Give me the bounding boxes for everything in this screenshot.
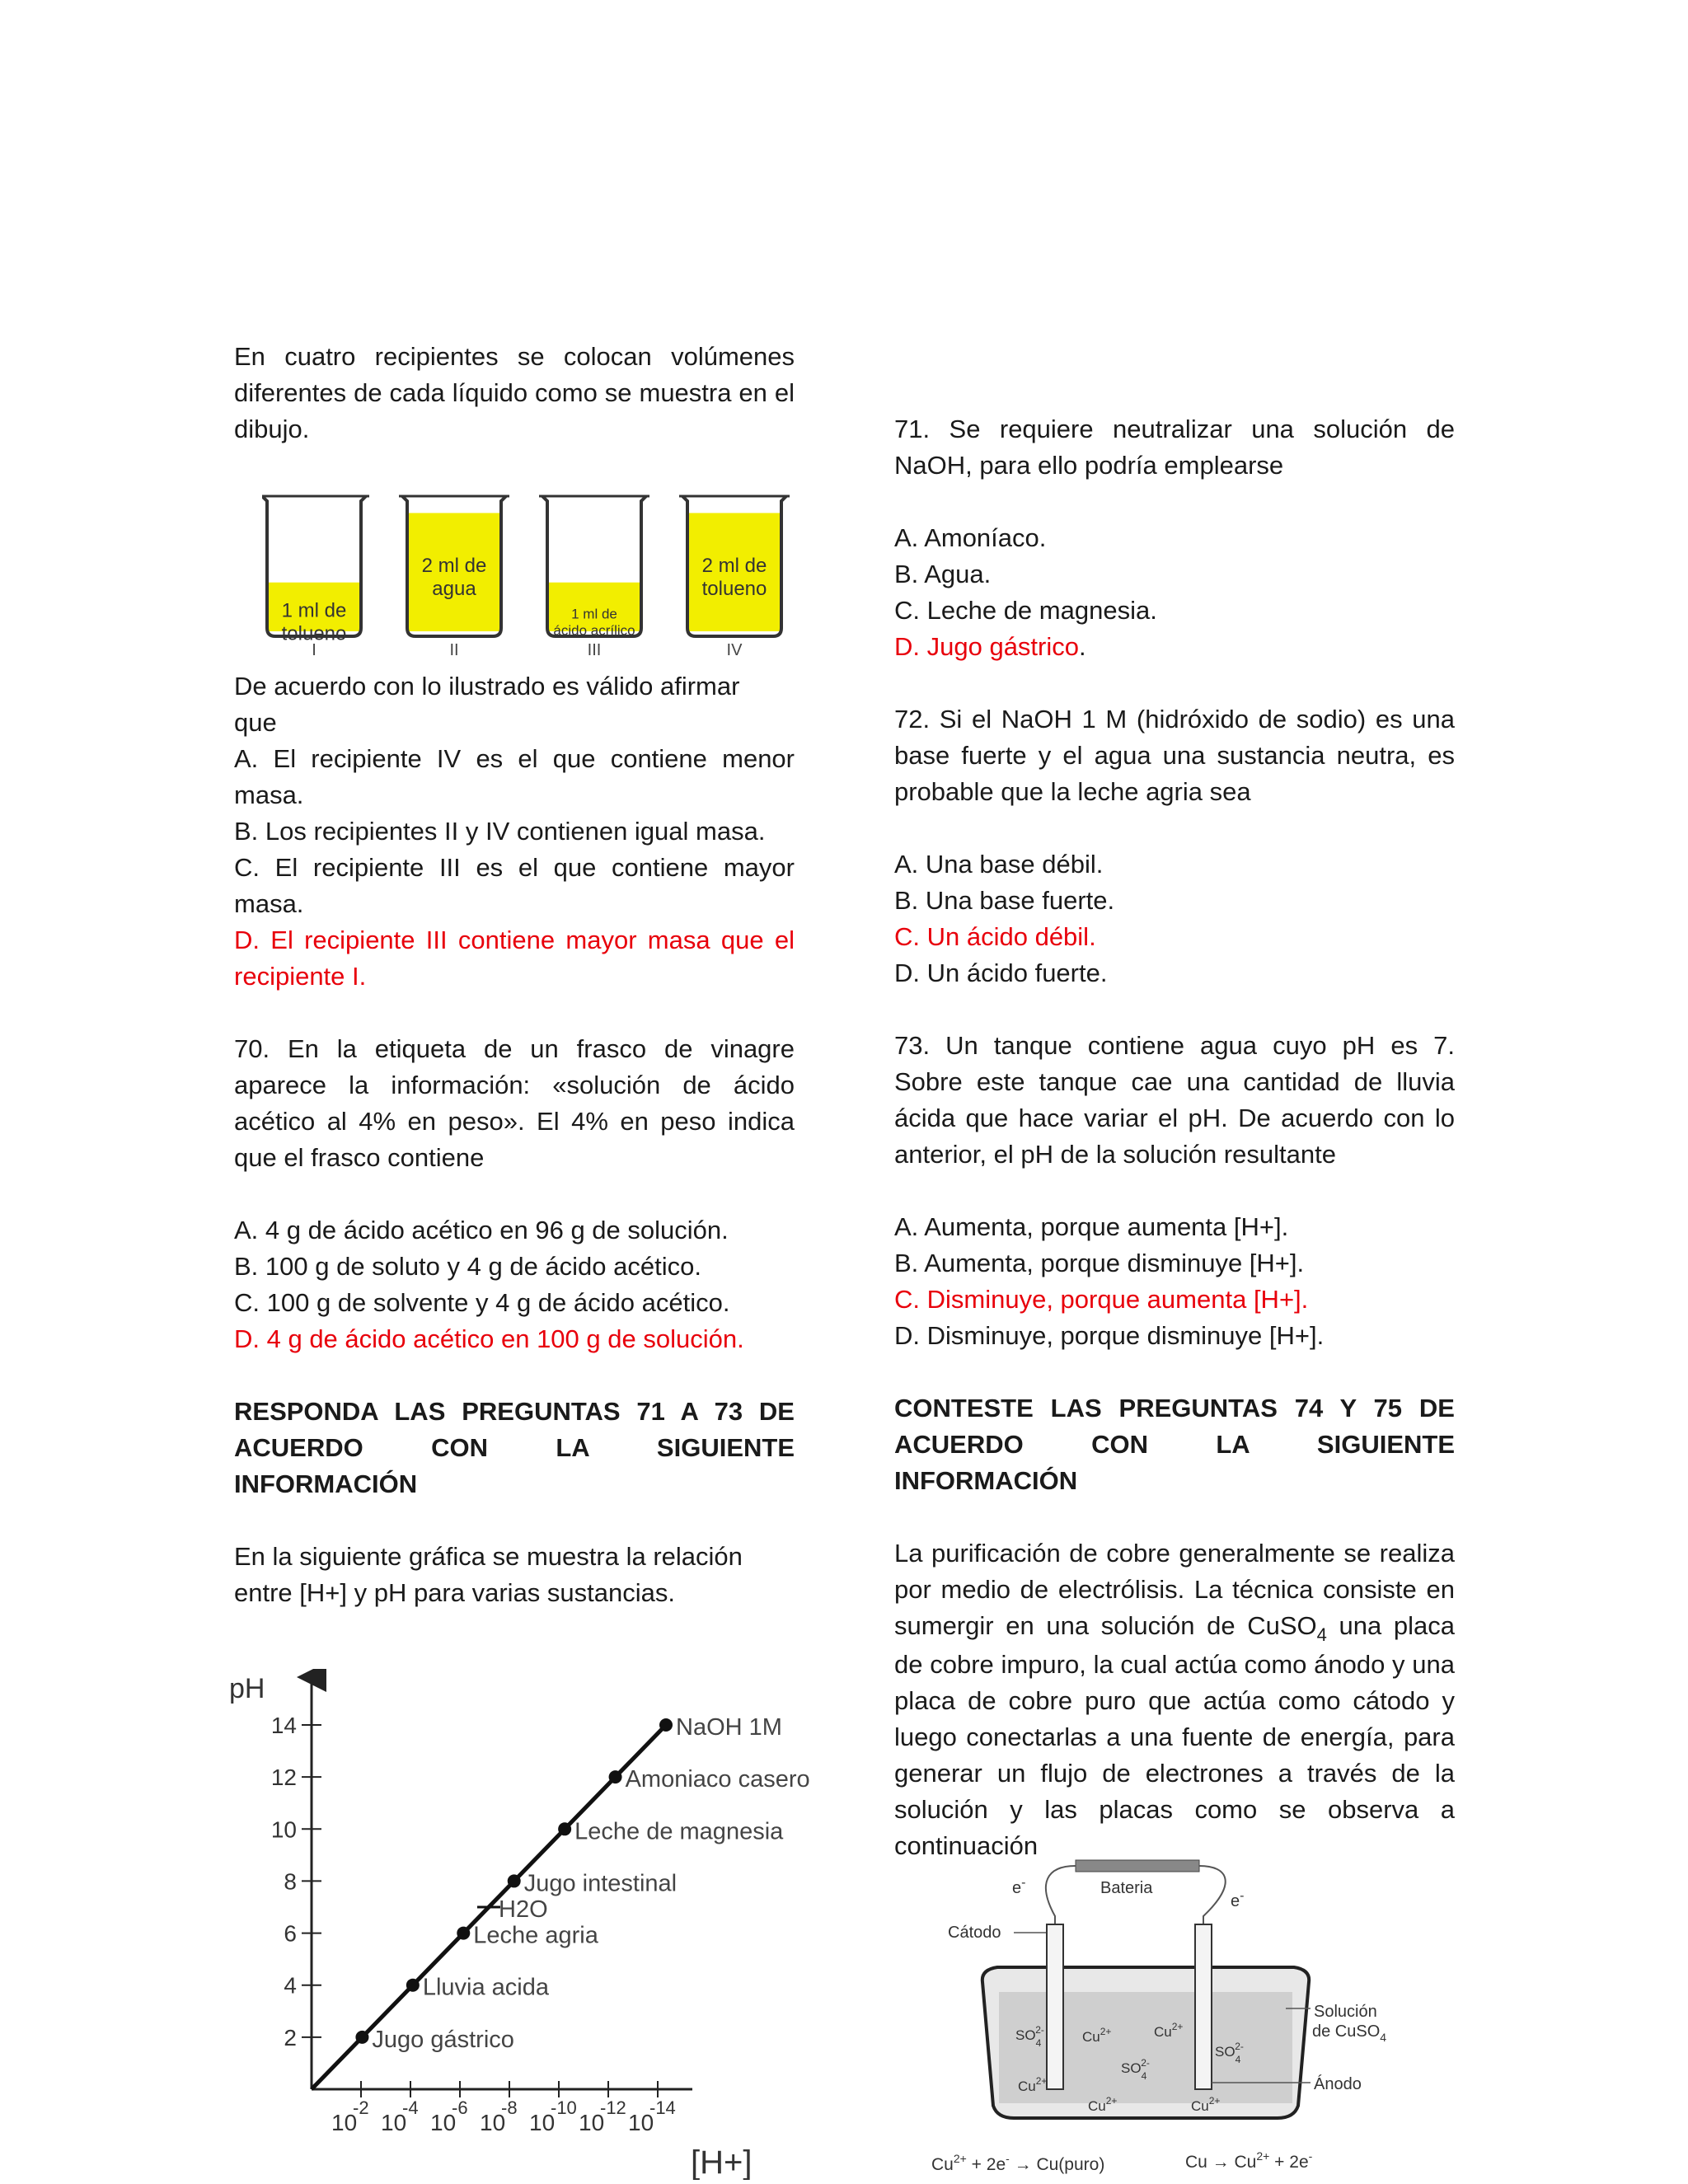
q70-stem: 70. En la etiqueta de un frasco de vinagre aparece la información: «solución de ácido acético al 4% en peso». El 4% en peso indica que el frasco contiene — [234, 1034, 795, 1172]
cathode-plate — [1047, 1924, 1063, 2089]
ph-chart — [223, 1669, 841, 2180]
wire-left — [1046, 1866, 1076, 1924]
q70-option-b: B. 100 g de soluto y 4 g de ácido acético. — [234, 1252, 701, 1281]
data-point — [609, 1770, 622, 1783]
q69-stem: De acuerdo con lo ilustrado es válido afirmar — [234, 672, 740, 701]
q72-option-d: D. Un ácido fuerte. — [894, 958, 1108, 987]
data-point — [508, 1874, 521, 1887]
q71-option-a: A. Amoníaco. — [894, 523, 1047, 552]
x-tick-exponent: -12 — [600, 2097, 626, 2118]
beaker-roman: I — [312, 641, 316, 659]
electron-left: e- — [1012, 1876, 1026, 1897]
q71-answer: D. Jugo gástrico — [894, 632, 1079, 661]
q72-answer: C. Un ácido débil. — [894, 922, 1096, 951]
ion-cu-4: $Cu^{2+}$ — [1088, 2095, 1118, 2114]
data-point — [457, 1927, 470, 1940]
beaker-label-1: 2 ml de — [421, 555, 487, 578]
section-heading-71-73: RESPONDA LAS PREGUNTAS 71 A 73 DE ACUERDO CON LA SIGUIENTE INFORMACIÓN — [234, 1397, 795, 1498]
q71-option-c: C. Leche de magnesia. — [894, 596, 1157, 625]
chart-ylabel: pH — [229, 1673, 265, 1704]
y-tick-label: 12 — [270, 1765, 297, 1791]
beaker-label-2: ácido acrílico — [553, 622, 635, 639]
q71-answer-line — [894, 629, 1455, 665]
q69-answer: D. El recipiente III contiene mayor masa que el recipiente I. — [234, 926, 795, 991]
electron-right: e- — [1231, 1889, 1245, 1910]
q70-option-c: C. 100 g de solvente y 4 g de ácido acético. — [234, 1288, 730, 1317]
wire-right — [1199, 1866, 1226, 1924]
ion-cu-3: $Cu^{2+}$ — [1018, 2075, 1048, 2094]
beaker-roman: II — [449, 641, 459, 659]
y-tick-label: 2 — [284, 2024, 297, 2050]
y-tick-label: 6 — [284, 1920, 297, 1947]
anode-equation: $Cu \to Cu^{2+} + 2e^-$ — [1185, 2149, 1313, 2172]
ion-so4-3: $SO_42-$ — [1215, 2041, 1244, 2065]
q70-option-a: A. 4 g de ácido acético en 96 g de solución. — [234, 1216, 729, 1244]
left-column — [234, 339, 795, 448]
data-point — [406, 1979, 420, 1992]
x-tick-exponent: -4 — [402, 2097, 419, 2118]
cathode-equation: $Cu^{2+} + 2e^-$ → Cu(puro) — [931, 2152, 1105, 2174]
x-tick-base: 10 — [430, 2110, 457, 2135]
point-label: Jugo gástrico — [372, 2026, 514, 2053]
q73-option-b: B. Aumenta, porque disminuye [H+]. — [894, 1249, 1305, 1277]
y-tick-label: 4 — [284, 1972, 297, 1999]
x-tick-exponent: -2 — [353, 2097, 369, 2118]
solution-label-2: de CuSO$_4$ — [1312, 2022, 1387, 2044]
point-label: H2O — [499, 1896, 548, 1923]
q71-stem: 71. Se requiere neutralizar una solución de NaOH, para ello podría emplearse — [894, 415, 1455, 480]
q69-option-b: B. Los recipientes II y IV contienen igual masa. — [234, 817, 766, 846]
ion-cu-1: $Cu^{2+}$ — [1082, 2026, 1112, 2045]
beaker-roman: IV — [726, 641, 743, 659]
ion-cu-2: $Cu^{2+}$ — [1154, 2021, 1184, 2040]
q69-block — [234, 668, 795, 1611]
ion-so4-2: $SO_42-$ — [1121, 2057, 1150, 2082]
x-tick-exponent: -6 — [452, 2097, 468, 2118]
point-label: Amoniaco casero — [625, 1766, 810, 1793]
right-column — [894, 411, 1455, 1864]
beaker-label-2: tolueno — [281, 622, 347, 645]
beaker-1 — [262, 496, 369, 659]
beaker-2 — [399, 496, 509, 659]
q73-option-a: A. Aumenta, porque aumenta [H+]. — [894, 1212, 1289, 1241]
q72-stem: 72. Si el NaOH 1 M (hidróxido de sodio) es una base fuerte y el agua una sustancia neutra, es probable que la leche agria sea — [894, 705, 1455, 806]
data-point — [558, 1822, 571, 1835]
y-tick-label: 14 — [270, 1713, 297, 1738]
x-tick-exponent: -10 — [551, 2097, 577, 2118]
point-label: Lluvia acida — [422, 1974, 550, 2001]
ion-cu-5: $Cu^{2+}$ — [1191, 2095, 1221, 2114]
y-tick-label: 8 — [284, 1868, 297, 1895]
q69-stem-cont: que — [234, 708, 277, 737]
q72-option-b: B. Una base fuerte. — [894, 886, 1115, 915]
q69-option-c: C. El recipiente III es el que contiene mayor masa. — [234, 853, 795, 918]
solution-label-1: Solución — [1314, 2003, 1377, 2021]
beaker-roman: III — [587, 641, 602, 659]
beaker-label-1: 1 ml de — [571, 606, 617, 622]
x-tick-base: 10 — [529, 2110, 556, 2135]
q72-option-a: A. Una base débil. — [894, 850, 1104, 879]
q73-option-d: D. Disminuye, porque disminuye [H+]. — [894, 1321, 1325, 1350]
ion-so4-1: $SO_42-$ — [1015, 2024, 1044, 2049]
point-label: Leche de magnesia — [574, 1818, 784, 1845]
q71-option-b: B. Agua. — [894, 560, 992, 588]
intro-text: En cuatro recipientes se colocan volúmenes diferentes de cada líquido como se muestra en el dibujo. — [234, 342, 795, 443]
point-label: Jugo intestinal — [523, 1870, 678, 1897]
electrolysis-info: La purificación de cobre generalmente se realiza por medio de electrólisis. La técnica consiste en sumergir en una solución de CuSO$_4$ una placa de cobre impuro, la cual actúa como ánodo y una placa de cobre puro que actúa como cátodo y luego conectarlas a una fuente de energía, para generar un flujo de electrones a través de la solución y las placas como se observa a continuación — [894, 1539, 1456, 1860]
beaker-label-2: tolueno — [701, 578, 767, 601]
q71-answer-period: . — [1079, 632, 1086, 661]
electrolysis-diagram — [923, 1858, 1418, 2180]
beaker-4 — [679, 496, 790, 659]
battery-label: Bateria — [1100, 1879, 1153, 1897]
beaker-label-1: 1 ml de — [281, 599, 347, 622]
point-label: Leche agria — [473, 1922, 598, 1949]
beakers-figure — [262, 486, 806, 663]
q73-answer: C. Disminuye, porque aumenta [H+]. — [894, 1285, 1309, 1314]
beaker-3 — [539, 496, 649, 659]
anode-plate — [1195, 1924, 1212, 2089]
beaker-label-2: agua — [432, 578, 476, 601]
anode-label: Ánodo — [1314, 2075, 1362, 2093]
x-tick-base: 10 — [579, 2110, 605, 2135]
section-heading-74-75: CONTESTE LAS PREGUNTAS 74 Y 75 DE ACUERDO CON LA SIGUIENTE INFORMACIÓN — [894, 1394, 1455, 1495]
point-label: NaOH 1M — [676, 1714, 782, 1741]
graph-intro: En la siguiente gráfica se muestra la relación entre [H+] y pH para varias sustancias. — [234, 1542, 743, 1607]
battery — [1076, 1860, 1199, 1872]
beaker-label-1: 2 ml de — [701, 555, 767, 578]
y-tick-label: 10 — [270, 1816, 297, 1843]
chart-xlabel: [H+] — [691, 2144, 753, 2180]
x-tick-base: 10 — [628, 2110, 654, 2135]
q70-answer: D. 4 g de ácido acético en 100 g de solución. — [234, 1324, 744, 1353]
x-tick-base: 10 — [331, 2110, 358, 2135]
data-point — [659, 1718, 673, 1732]
data-point — [355, 2031, 368, 2044]
x-tick-base: 10 — [381, 2110, 407, 2135]
q73-stem: 73. Un tanque contiene agua cuyo pH es 7. Sobre este tanque cae una cantidad de lluvia ácida que hace variar el pH. De acuerdo con lo anterior, el pH de la solución resultante — [894, 1031, 1455, 1169]
x-tick-exponent: -14 — [649, 2097, 676, 2118]
x-tick-base: 10 — [480, 2110, 506, 2135]
cathode-label: Cátodo — [948, 1924, 1001, 1942]
q69-option-a: A. El recipiente IV es el que contiene menor masa. — [234, 744, 795, 809]
x-tick-exponent: -8 — [501, 2097, 518, 2118]
